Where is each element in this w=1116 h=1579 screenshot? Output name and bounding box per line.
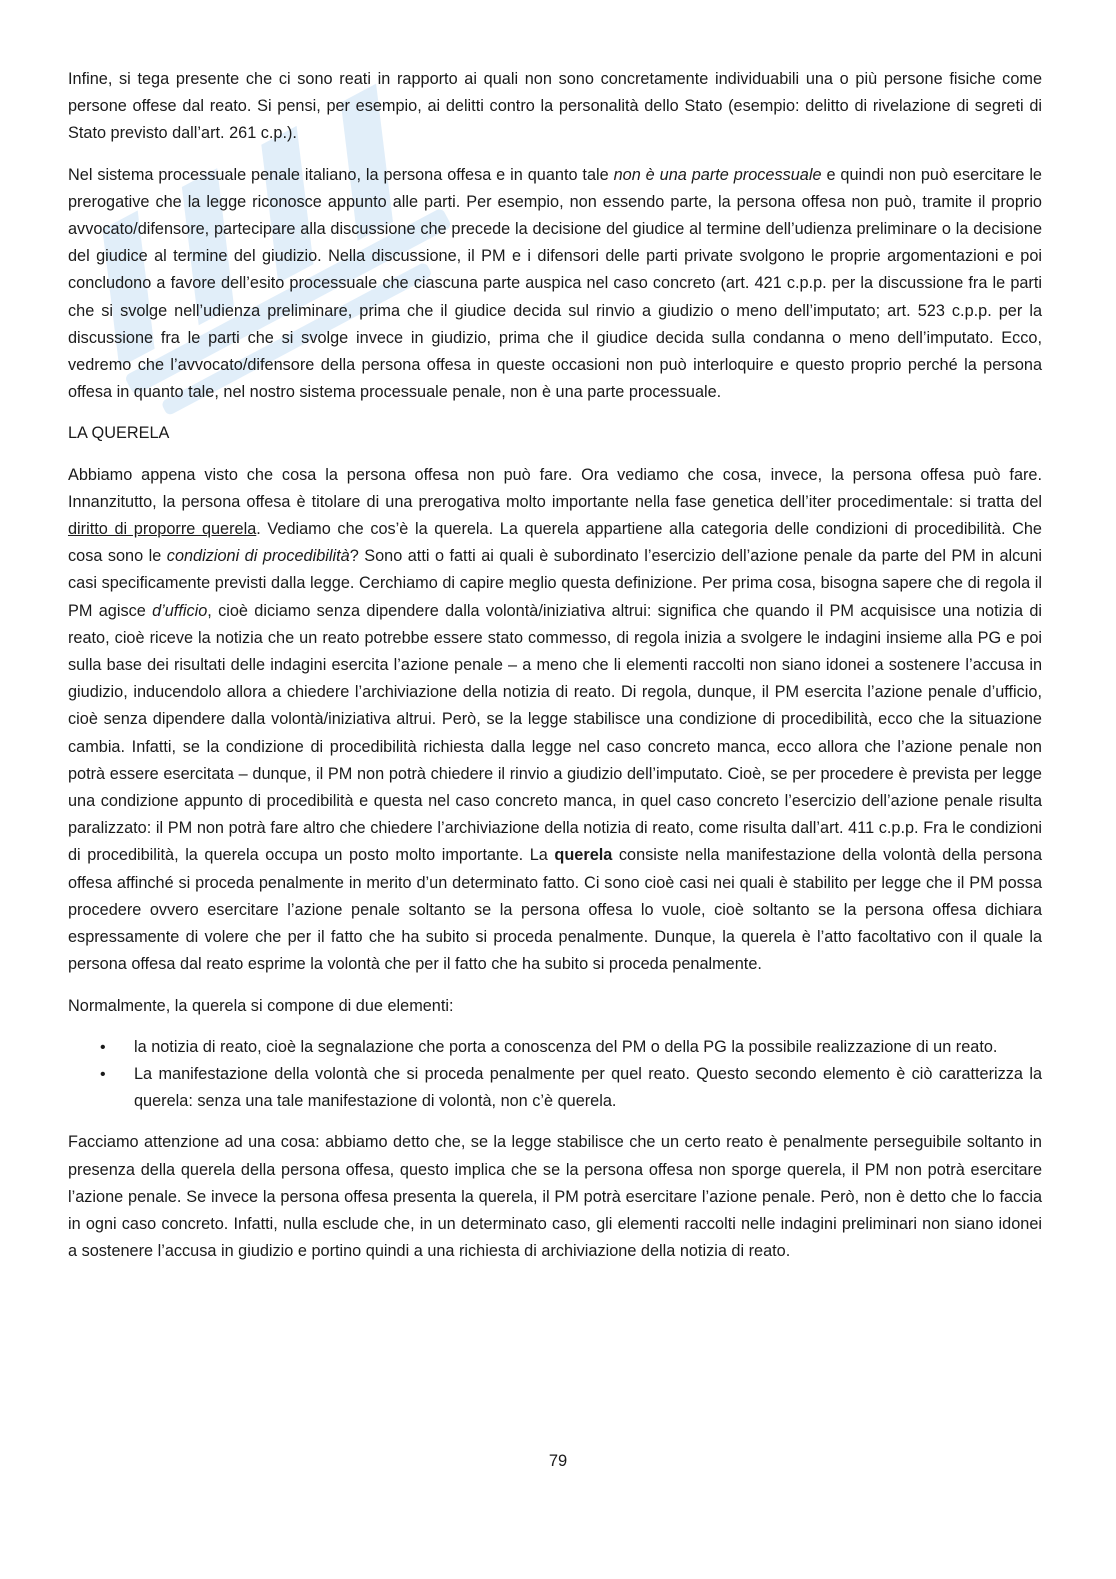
paragraph-reati-senza-persona-offesa: Infine, si tega presente che ci sono reati in rapporto ai quali non sono concretamente individuabili una o più persone fisiche come persone offese dal reato. Si pensi, per esempio, ai delitti contro la personalità dello Stato (esempio: delitto di rivelazione di segreti di Stato previsto dall’art. 261 c.p.). (68, 70, 1042, 143)
list-item-text: La manifestazione della volontà che si proceda penalmente per quel reato. Questo secondo elemento è ciò caratterizza la querela: senza una tale manifestazione di volontà, non c’è querela. (134, 1064, 1042, 1111)
text-run: , cioè diciamo senza dipendere dalla volontà/iniziativa altrui: significa che quando il PM acquisisce una notizia di reato, cioè riceve la notizia che un reato potrebbe essere stato commesso, di regola inizia a svolgere le indagini insieme alla PG e poi sulla base dei risultati delle indagini esercita l’azione penale – a meno che li elementi raccolti non siano idonei a sostenere l’accusa in giudizio, inducendolo allora a chiedere l’archiviazione della notizia di reato. Di regola, dunque, il PM esercita l’azione penale d’ufficio, cioè senza dipendere dalla volontà/iniziativa altrui. Però, se la legge stabilisce una condizione di procedibilità, ecco che la situazione cambia. Infatti, se la condizione di procedibilità richiesta dalla legge nel caso concreto manca, ecco allora che l’azione penale non potrà essere esercitata – dunque, il PM non potrà chiedere il rinvio a giudizio dell’imputato. Cioè, se per procedere è prevista per legge una condizione appunto di procedibilità e questa nel caso concreto manca, in quel caso concreto l’esercizio dell’azione penale risulta paralizzato: il PM non potrà fare altro che chiedere l’archiviazione della notizia di reato, come risulta dall’art. 411 c.p.p. Fra le condizioni di procedibilità, la querela occupa un posto molto importante. La (68, 601, 1042, 865)
emphasis-d-ufficio: d’ufficio (152, 601, 208, 620)
text-run: ? Sono atti o fatti ai quali è subordinato l’esercizio dell’azione penale da parte del PM in alcuni casi specificamente previsti dalla legge. Cerchiamo di capire meglio questa definizione. Per prima cosa, bisogna sapere che di regola il PM agisce (68, 547, 1042, 620)
text-run: Abbiamo appena visto che cosa la persona offesa non può fare. Ora vediamo che cosa, invece, la persona offesa può fare. Innanzitutto, la persona offesa è titolare di una prerogativa molto importante nella fase genetica dell’iter procedimentale: si tratta del (68, 465, 1042, 511)
paragraph-elementi-querela: Normalmente, la querela si compone di due elementi: (68, 996, 454, 1015)
page-number: 79 (548, 1452, 568, 1470)
text-run: . Vediamo che cos’è la querela. La querela appartiene alla categoria delle condizioni di procedibilità. Che cosa sono le (68, 520, 1042, 566)
bullet-icon: • (100, 1038, 106, 1056)
list-item (68, 1034, 1042, 1061)
paragraph-querela-definizione (68, 462, 1042, 979)
document-body (68, 66, 1042, 1279)
list-item (68, 1061, 1042, 1115)
bullet-list-elementi (68, 1034, 1042, 1116)
text-run: Nel sistema processuale penale italiano, la persona offesa e in quanto tale (68, 165, 614, 184)
emphasis-condizioni-procedibilita: condizioni di procedibilità (166, 547, 350, 566)
text-run: consiste nella manifestazione della volontà della persona offesa affinché si proceda penalmente in merito d’un determinato fatto. Ci sono cioè casi nei quali è stabilito per legge che il PM possa procedere ovvero esercitare l’azione penale soltanto se la persona offesa lo vuole, cioè soltanto se la persona offesa dichiara espressamente di volere che per il fatto che ha subito si proceda penalmente. Dunque, la querela è l’atto facoltativo con il quale la persona offesa dal reato esprime la volontà che per il fatto che ha subito si proceda penalmente. (68, 846, 1042, 974)
text-run: e quindi non può esercitare le prerogative che la legge riconosce appunto alle parti. Per esempio, non essendo parte, la persona offesa non può, tramite il proprio avvocato/difensore, partecipare alla discussione che precede la decisione del giudice al termine dell’udienza preliminare o la decisione del giudice al termine del giudizio. Nella discussione, il PM e i difensori delle parti private svolgono le proprie argomentazioni e poi concludono a favore dell’esito processuale che ciascuna parte auspica nel caso concreto (art. 421 c.p.p. per la discussione fra le parti che si svolge nell’udienza preliminare, prima che il giudice decida sul rinvio a giudizio o meno dell’imputato; art. 523 c.p.p. per la discussione fra le parti che si svolge invece in giudizio, prima che il giudice decida sulla condanna o meno dell’imputato. Ecco, vedremo che l’avvocato/difensore della persona offesa in queste occasioni non può interloquire e questo proprio perché la persona offesa in quanto tale, nel nostro sistema processuale penale, non è una parte processuale. (68, 165, 1042, 402)
bullet-icon: • (100, 1065, 106, 1083)
paragraph-attenzione: Facciamo attenzione ad una cosa: abbiamo detto che, se la legge stabilisce che un certo reato è penalmente perseguibile soltanto in presenza della querela della persona offesa, questo implica che se la persona offesa non sporge querela, il PM non potrà esercitare l’azione penale. Se invece la persona offesa presenta la querela, il PM potrà esercitare l’azione penale. Però, non è detto che lo faccia in ogni caso concreto. Infatti, nulla esclude che, in un determinato caso, gli elementi raccolti nelle indagini preliminari non siano idonei a sostenere l’accusa in giudizio e portino quindi a una richiesta di archiviazione della notizia di reato. (68, 1133, 1042, 1261)
section-heading-querela: LA QUERELA (68, 424, 170, 443)
list-item-text: la notizia di reato, cioè la segnalazione che porta a conoscenza del PM o della PG la possibile realizzazione di un reato. (134, 1037, 998, 1056)
underlined-diritto-querela: diritto di proporre querela (68, 520, 257, 539)
paragraph-persona-offesa-non-parte (68, 162, 1042, 407)
bold-querela: querela (554, 846, 613, 865)
emphasis-non-parte-processuale: non è una parte processuale (613, 165, 822, 184)
